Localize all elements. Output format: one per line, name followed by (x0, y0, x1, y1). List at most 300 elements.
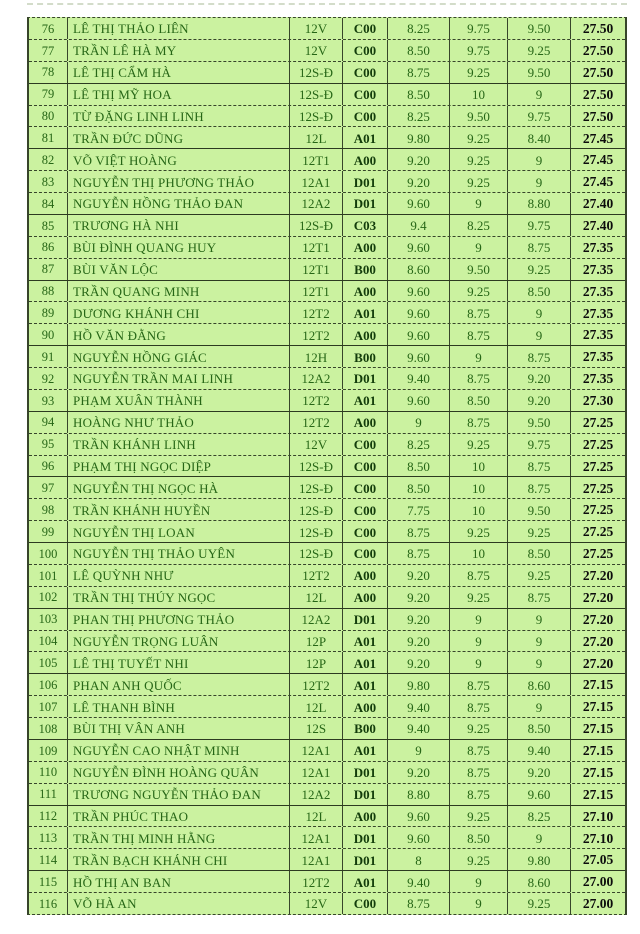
cell-no: 93 (29, 390, 68, 411)
cell-total: 27.45 (582, 174, 614, 190)
cell-code: A00 (343, 587, 388, 608)
cell-score2: 8.50 (450, 827, 508, 848)
cell-name: TRẦN QUANG MINH (68, 281, 290, 302)
cell-score3: 9 (508, 609, 571, 630)
cell-class: 12V (290, 893, 343, 914)
table-row (29, 368, 625, 390)
table-row (29, 652, 625, 674)
cell-total: 27.20 (582, 589, 614, 605)
cell-score3: 9 (508, 652, 571, 673)
cell-code: B00 (343, 718, 388, 739)
table-row (29, 871, 625, 893)
cell-score2: 10 (450, 456, 508, 477)
cell-class: 12S-Đ (290, 84, 343, 105)
cell-score1: 9.20 (388, 565, 450, 586)
cell-code: D01 (343, 762, 388, 783)
cell-name: TRẦN ĐỨC DŨNG (68, 127, 290, 148)
cell-score1: 8.75 (388, 543, 450, 564)
cell-total: 27.50 (582, 108, 614, 124)
cell-class: 12A1 (290, 849, 343, 870)
cell-name: TRƯƠNG HÀ NHI (68, 215, 290, 236)
cell-score1: 9 (388, 412, 450, 433)
table-row (29, 806, 625, 828)
cell-class: 12T1 (290, 281, 343, 302)
cell-score2: 9 (450, 346, 508, 367)
cropped-row-remnant (27, 3, 627, 8)
cell-no: 91 (29, 346, 68, 367)
cell-score3: 9.75 (508, 106, 571, 127)
cell-score1: 8.75 (388, 62, 450, 83)
cell-no: 116 (29, 893, 68, 914)
cell-score2: 8.75 (450, 696, 508, 717)
cell-score1: 9.40 (388, 718, 450, 739)
cell-score3: 9 (508, 84, 571, 105)
cell-score2: 9.25 (450, 521, 508, 542)
cell-score2: 9 (450, 871, 508, 892)
cell-no: 111 (29, 784, 68, 805)
cell-no: 92 (29, 368, 68, 389)
cell-name: TRẦN PHÚC THAO (68, 806, 290, 827)
cell-score1: 7.75 (388, 499, 450, 520)
cell-total: 27.40 (582, 218, 614, 234)
cell-name: HỒ VĂN ĐẰNG (68, 324, 290, 345)
cell-score3: 9.25 (508, 893, 571, 914)
cell-class: 12A2 (290, 368, 343, 389)
cell-score2: 9.25 (450, 62, 508, 83)
cell-total: 27.00 (582, 874, 614, 890)
cell-score3: 9.50 (508, 62, 571, 83)
cell-class: 12L (290, 696, 343, 717)
cell-name: PHAN ANH QUỐC (68, 674, 290, 695)
cell-score1: 8.50 (388, 456, 450, 477)
cell-score1: 9.20 (388, 587, 450, 608)
cell-score2: 8.75 (450, 565, 508, 586)
cell-score2: 8.50 (450, 390, 508, 411)
cell-code: D01 (343, 609, 388, 630)
cell-no: 114 (29, 849, 68, 870)
cell-score1: 9 (388, 740, 450, 761)
cell-score1: 8.50 (388, 477, 450, 498)
cell-score3: 9 (508, 324, 571, 345)
table-row (29, 718, 625, 740)
cell-no: 77 (29, 40, 68, 61)
cell-total: 27.15 (582, 764, 614, 780)
cell-code: C00 (343, 106, 388, 127)
table-row (29, 149, 625, 171)
cell-score2: 8.75 (450, 368, 508, 389)
cell-name: NGUYỄN HỒNG GIÁC (68, 346, 290, 367)
cell-score2: 9.25 (450, 171, 508, 192)
cell-no: 103 (29, 609, 68, 630)
cell-no: 110 (29, 762, 68, 783)
cell-score1: 9.40 (388, 696, 450, 717)
cell-no: 94 (29, 412, 68, 433)
cell-score2: 9.50 (450, 106, 508, 127)
cell-score3: 8.60 (508, 674, 571, 695)
cell-no: 76 (29, 18, 68, 39)
cell-code: A00 (343, 565, 388, 586)
cell-total: 27.15 (582, 786, 614, 802)
cell-score3: 8.75 (508, 587, 571, 608)
cell-total: 27.45 (582, 130, 614, 146)
cell-score1: 9.20 (388, 149, 450, 170)
cell-name: LÊ QUỲNH NHƯ (68, 565, 290, 586)
cell-class: 12S-Đ (290, 499, 343, 520)
cell-score2: 9.75 (450, 40, 508, 61)
cell-total: 27.45 (582, 152, 614, 168)
cell-class: 12T2 (290, 390, 343, 411)
cell-score1: 9.60 (388, 281, 450, 302)
table-row (29, 62, 625, 84)
cell-total: 27.20 (582, 611, 614, 627)
cell-code: C00 (343, 434, 388, 455)
cell-no: 115 (29, 871, 68, 892)
cell-score1: 9.80 (388, 674, 450, 695)
cell-name: TRẦN KHÁNH HUYỀN (68, 499, 290, 520)
cell-class: 12S-Đ (290, 543, 343, 564)
cell-score3: 8.75 (508, 237, 571, 258)
cell-score2: 10 (450, 477, 508, 498)
cell-no: 84 (29, 193, 68, 214)
cell-code: A00 (343, 281, 388, 302)
cell-score3: 9.75 (508, 215, 571, 236)
cell-code: C03 (343, 215, 388, 236)
cell-total: 27.25 (582, 546, 614, 562)
cell-score3: 8.75 (508, 477, 571, 498)
cell-score1: 9.20 (388, 609, 450, 630)
cell-score1: 9.20 (388, 652, 450, 673)
cell-code: A01 (343, 871, 388, 892)
cell-total: 27.15 (582, 699, 614, 715)
cell-total: 27.35 (582, 261, 614, 277)
cell-code: D01 (343, 171, 388, 192)
table-row (29, 84, 625, 106)
table-row (29, 171, 625, 193)
cell-score3: 9 (508, 827, 571, 848)
cell-name: LÊ THỊ THẢO LIÊN (68, 18, 290, 39)
cell-total: 27.35 (582, 327, 614, 343)
cell-code: B00 (343, 259, 388, 280)
cell-code: A01 (343, 740, 388, 761)
cell-score2: 9 (450, 193, 508, 214)
table-row (29, 674, 625, 696)
cell-class: 12S-Đ (290, 521, 343, 542)
cell-name: NGUYỄN CAO NHẬT MINH (68, 740, 290, 761)
cell-score1: 9.60 (388, 806, 450, 827)
cell-no: 90 (29, 324, 68, 345)
cell-score2: 8.75 (450, 784, 508, 805)
table-row (29, 477, 625, 499)
cell-score3: 9.25 (508, 40, 571, 61)
cell-total: 27.20 (582, 633, 614, 649)
cell-name: NGUYỄN TRỌNG LUÂN (68, 631, 290, 652)
cell-score1: 9.80 (388, 127, 450, 148)
cell-class: 12S (290, 718, 343, 739)
cell-total: 27.05 (582, 852, 614, 868)
cell-score2: 8.75 (450, 762, 508, 783)
cell-class: 12A2 (290, 784, 343, 805)
cell-score3: 9.50 (508, 499, 571, 520)
table-row (29, 434, 625, 456)
cell-score1: 9.60 (388, 237, 450, 258)
cell-class: 12T2 (290, 674, 343, 695)
cell-total: 27.25 (582, 458, 614, 474)
cell-score1: 8.25 (388, 106, 450, 127)
cell-name: NGUYỄN HỒNG THẢO ĐAN (68, 193, 290, 214)
cell-class: 12A1 (290, 827, 343, 848)
cell-score2: 9.50 (450, 259, 508, 280)
cell-no: 79 (29, 84, 68, 105)
cell-code: C00 (343, 477, 388, 498)
cell-score3: 9.50 (508, 18, 571, 39)
cell-total: 27.25 (582, 414, 614, 430)
cell-score3: 9 (508, 302, 571, 323)
cell-score3: 8.80 (508, 193, 571, 214)
score-table (27, 17, 627, 915)
cell-score2: 9.25 (450, 281, 508, 302)
cell-no: 80 (29, 106, 68, 127)
cell-class: 12V (290, 40, 343, 61)
cell-total: 27.50 (582, 21, 614, 37)
cell-score2: 8.75 (450, 674, 508, 695)
cell-score1: 9.40 (388, 871, 450, 892)
cell-code: C00 (343, 18, 388, 39)
cell-score3: 9 (508, 696, 571, 717)
cell-total: 27.50 (582, 86, 614, 102)
table-row (29, 127, 625, 149)
cell-no: 109 (29, 740, 68, 761)
cell-name: NGUYỄN THỊ NGỌC HÀ (68, 477, 290, 498)
cell-code: D01 (343, 368, 388, 389)
cell-score2: 9 (450, 893, 508, 914)
cell-score2: 9.25 (450, 149, 508, 170)
table-row (29, 18, 625, 40)
cell-no: 108 (29, 718, 68, 739)
cell-score2: 8.75 (450, 302, 508, 323)
cell-score2: 9.75 (450, 18, 508, 39)
cell-code: C00 (343, 62, 388, 83)
cell-score1: 9.60 (388, 324, 450, 345)
table-row (29, 106, 625, 128)
cell-no: 85 (29, 215, 68, 236)
cell-class: 12S-Đ (290, 477, 343, 498)
cell-name: TRẦN THỊ MINH HẰNG (68, 827, 290, 848)
cell-code: C00 (343, 456, 388, 477)
cell-no: 98 (29, 499, 68, 520)
table-row (29, 762, 625, 784)
cell-score3: 8.60 (508, 871, 571, 892)
cell-class: 12T1 (290, 237, 343, 258)
cell-name: LÊ THỊ TUYẾT NHI (68, 652, 290, 673)
cell-name: NGUYỄN THỊ LOAN (68, 521, 290, 542)
cell-code: A01 (343, 127, 388, 148)
cell-no: 112 (29, 806, 68, 827)
cell-score1: 9.60 (388, 346, 450, 367)
cell-no: 83 (29, 171, 68, 192)
cell-score2: 9 (450, 237, 508, 258)
cell-code: B00 (343, 346, 388, 367)
cell-code: A00 (343, 324, 388, 345)
cell-score1: 8.25 (388, 434, 450, 455)
cell-score3: 9.25 (508, 521, 571, 542)
cell-code: C00 (343, 893, 388, 914)
cell-code: A01 (343, 674, 388, 695)
cell-total: 27.50 (582, 43, 614, 59)
table-row (29, 193, 625, 215)
cell-total: 27.20 (582, 655, 614, 671)
cell-total: 27.35 (582, 349, 614, 365)
cell-no: 102 (29, 587, 68, 608)
cell-total: 27.35 (582, 283, 614, 299)
table-row (29, 543, 625, 565)
cell-no: 97 (29, 477, 68, 498)
cell-no: 82 (29, 149, 68, 170)
cell-score2: 9.25 (450, 127, 508, 148)
table-row (29, 302, 625, 324)
cell-score1: 9.60 (388, 390, 450, 411)
cell-score1: 8.75 (388, 521, 450, 542)
cell-code: C00 (343, 84, 388, 105)
cell-class: 12A2 (290, 193, 343, 214)
cell-total: 27.50 (582, 64, 614, 80)
cell-no: 101 (29, 565, 68, 586)
cell-score1: 8.50 (388, 40, 450, 61)
cell-no: 81 (29, 127, 68, 148)
cell-total: 27.20 (582, 568, 614, 584)
cell-code: A00 (343, 237, 388, 258)
table-row (29, 40, 625, 62)
cell-code: C00 (343, 521, 388, 542)
cell-score3: 9.25 (508, 565, 571, 586)
table-row (29, 893, 625, 914)
cell-no: 105 (29, 652, 68, 673)
cell-code: A01 (343, 302, 388, 323)
table-row (29, 784, 625, 806)
cell-score3: 8.75 (508, 346, 571, 367)
cell-no: 78 (29, 62, 68, 83)
cell-name: TRẦN LÊ HÀ MY (68, 40, 290, 61)
cell-name: PHAN THỊ PHƯƠNG THẢO (68, 609, 290, 630)
table-row (29, 740, 625, 762)
cell-score2: 9.25 (450, 434, 508, 455)
cell-no: 104 (29, 631, 68, 652)
cell-name: TỪ ĐẶNG LINH LINH (68, 106, 290, 127)
table-row (29, 827, 625, 849)
cell-score2: 9.25 (450, 718, 508, 739)
cell-score3: 9 (508, 171, 571, 192)
cell-total: 27.15 (582, 677, 614, 693)
table-row (29, 849, 625, 871)
table-row (29, 390, 625, 412)
cell-score1: 8.25 (388, 18, 450, 39)
cell-score2: 10 (450, 499, 508, 520)
cell-class: 12A1 (290, 762, 343, 783)
cell-class: 12S-Đ (290, 456, 343, 477)
cell-score2: 8.75 (450, 412, 508, 433)
cell-score3: 9 (508, 149, 571, 170)
cell-code: A01 (343, 652, 388, 673)
cell-score3: 9.80 (508, 849, 571, 870)
table-row (29, 259, 625, 281)
cell-score3: 9.20 (508, 368, 571, 389)
cell-total: 27.35 (582, 305, 614, 321)
cell-class: 12T2 (290, 565, 343, 586)
cell-class: 12S-Đ (290, 62, 343, 83)
cell-name: NGUYỄN TRẦN MAI LINH (68, 368, 290, 389)
cell-score3: 8.40 (508, 127, 571, 148)
cell-class: 12H (290, 346, 343, 367)
cell-name: TRẦN THỊ THÚY NGỌC (68, 587, 290, 608)
table-row (29, 456, 625, 478)
cell-no: 106 (29, 674, 68, 695)
cell-name: TRẦN KHÁNH LINH (68, 434, 290, 455)
cell-name: BÙI ĐÌNH QUANG HUY (68, 237, 290, 258)
cell-code: D01 (343, 849, 388, 870)
cell-name: PHẠM THỊ NGỌC DIỆP (68, 456, 290, 477)
cell-class: 12S-Đ (290, 215, 343, 236)
cell-class: 12T2 (290, 871, 343, 892)
cell-name: NGUYỄN THỊ PHƯƠNG THẢO (68, 171, 290, 192)
cell-score1: 9.60 (388, 193, 450, 214)
cell-score3: 9.60 (508, 784, 571, 805)
cell-class: 12A1 (290, 171, 343, 192)
cell-score1: 8.80 (388, 784, 450, 805)
cell-score3: 9 (508, 631, 571, 652)
cell-code: D01 (343, 193, 388, 214)
cell-class: 12P (290, 631, 343, 652)
cell-total: 27.10 (582, 808, 614, 824)
table-row (29, 565, 625, 587)
cell-no: 113 (29, 827, 68, 848)
cell-score2: 9 (450, 631, 508, 652)
cell-class: 12T2 (290, 302, 343, 323)
cell-name: LÊ THỊ MỸ HOA (68, 84, 290, 105)
table-row (29, 237, 625, 259)
cell-code: A00 (343, 696, 388, 717)
cell-total: 27.25 (582, 524, 614, 540)
cell-class: 12L (290, 806, 343, 827)
table-row (29, 587, 625, 609)
cell-score1: 8 (388, 849, 450, 870)
cell-score1: 9.20 (388, 631, 450, 652)
table-row (29, 215, 625, 237)
cell-code: C00 (343, 499, 388, 520)
cell-score1: 9.4 (388, 215, 450, 236)
cell-total: 27.40 (582, 196, 614, 212)
cell-name: HỒ THỊ AN BAN (68, 871, 290, 892)
cell-code: D01 (343, 827, 388, 848)
cell-class: 12V (290, 18, 343, 39)
cell-score3: 8.50 (508, 543, 571, 564)
cell-score1: 8.50 (388, 84, 450, 105)
cell-name: NGUYỄN ĐÌNH HOÀNG QUÂN (68, 762, 290, 783)
cell-score3: 8.50 (508, 281, 571, 302)
cell-score3: 9.50 (508, 412, 571, 433)
cell-class: 12T2 (290, 324, 343, 345)
cell-score1: 8.75 (388, 893, 450, 914)
cell-class: 12L (290, 587, 343, 608)
cell-class: 12A1 (290, 740, 343, 761)
cell-score2: 9.25 (450, 849, 508, 870)
cell-score3: 9.75 (508, 434, 571, 455)
cell-name: VÕ HÀ AN (68, 893, 290, 914)
cell-score2: 9 (450, 609, 508, 630)
cell-name: LÊ THỊ CẨM HÀ (68, 62, 290, 83)
cell-score2: 8.75 (450, 324, 508, 345)
cell-score3: 9.25 (508, 259, 571, 280)
cell-name: TRƯƠNG NGUYỄN THẢO ĐAN (68, 784, 290, 805)
cell-score3: 9.20 (508, 390, 571, 411)
